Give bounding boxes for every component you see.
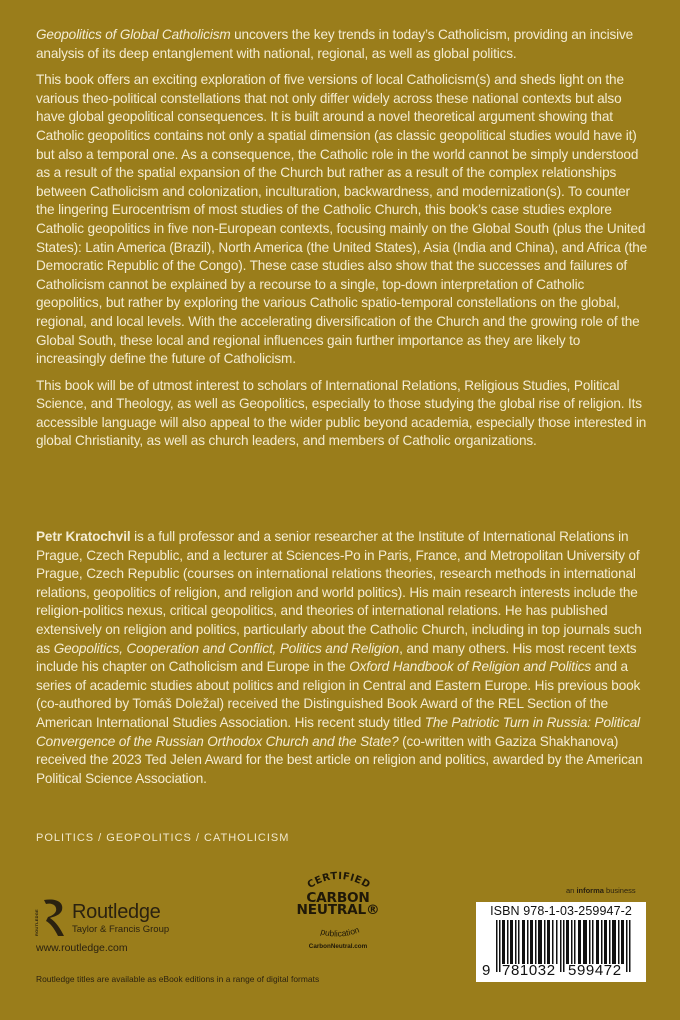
author-name: Petr Kratochvil [36,529,131,544]
study-title-italic: The Patriotic Turn in Russia: Political Convergence of the Russian Orthodox Church and the State? [36,714,641,749]
book-title-italic: Geopolitics of Global Catholicism [36,27,231,42]
routledge-vertical-text: ROUTLEDGE [34,909,39,936]
svg-text:CERTIFIED: CERTIFIED [305,870,373,892]
ebook-availability-note: Routledge titles are available as eBook editions in a range of digital formats [36,974,320,984]
author-bio-paragraph: Petr Kratochvil is a full professor and a senior researcher at the Institute of International Relations in Prague, Czech Republic, and a lecturer at Sciences-Po in Paris, France, and Metropolitan University of Prague, Czech Republic (courses on international relations theories, research methods in international relations, geopolitics of religion, and religion and world politics). His main research interests include the religion-politics nexus, critical geopolitics, and theories of international relations. He has published extensively on religion and politics, particularly about the Catholic Church, including in top journals such as Geopolitics, Cooperation and Conflict, Politics and Religion, and many others. His most recent texts include his chapter on Catholicism and Europe in the Oxford Handbook of Religion and Politics and a series of academic studies about politics and religion in Central and Eastern Europe. His previous book (co-authored by Tomáš Doležal) received the Distinguished Book Award of the REL Section of the American International Studies Association. His recent study titled The Patriotic Turn in Russia: Political Convergence of the Russian Orthodox Church and the State? (co-written with Gaziza Shakhanova) received the 2023 Ted Jelen Award for the best article on religion and politics, awarded by the American Political Science Association. [36,529,643,786]
author-bio [36,528,648,788]
isbn-barcode [476,902,646,982]
isbn-label: ISBN 978-1-03-259947-2 [490,904,632,918]
description-paragraph-3: This book will be of utmost interest to scholars of International Relations, Religious Studies, Political Science, and Theology, as well as Geopolitics, especially to those studying the global rise of religion. Its accessible language will also appeal to the wider public beyond academia, especially those interested in global Christianity, as well as church leaders, and members of Catholic organizations. [36,377,647,449]
journals-italic: Geopolitics, Cooperation and Conflict, Politics and Religion [53,640,400,656]
subject-categories: POLITICS / GEOPOLITICS / CATHOLICISM [36,832,290,844]
publisher-url: www.routledge.com [36,942,128,954]
description-paragraph-2: This book offers an exciting exploration of five versions of local Catholicism(s) and sheds light on the various theo-political constellations that not only differ widely across these national contexts but also have global geopolitical consequences. It is built around a novel theoretical argument showing that Catholic geopolitics contains not only a spatial dimension (as classic geopolitical studies would have it) but also a temporal one. As a consequence, the Catholic role in the world cannot be simply understood as a result of the spatial expansion of the Church but rather as a result of the complex relationships between Catholicism and colonization, inculturation, backwardness, and modernization(s). To counter the lingering Eurocentrism of most studies of the Catholic Church, this book’s case studies explore Catholic geopolitics in five non-European contexts, focusing mainly on the Global South (plus the United States): Latin America (Brazil), North America (the United States), Asia (India and China), and Africa (the Democratic Republic of the Congo). These case studies also show that the successes and failures of Catholicism cannot be explained by a recourse to a single, top-down interpretation of Catholic geopolitics, but rather by exploring the various Catholic spatio-temporal constellations on the global, regional, and local levels. With the accelerating diversification of the Church and the growing role of the Global South, these local and regional influences gain further importance as they are likely to increasingly define the future of Catholicism. [36,72,648,367]
barcode-lead-digit: 9 [482,962,491,979]
informa-brand: informa [576,886,604,895]
publisher-block [34,898,169,954]
informa-tagline: an informa business [566,886,636,895]
carbon-neutral-line1: CARBON [306,891,370,906]
svg-text:publication: publication [319,924,361,939]
description-paragraph-1: Geopolitics of Global Catholicism uncovers the key trends in today’s Catholicism, providing an incisive analysis of its deep entanglement with national, regional, as well as global politics. [36,27,634,61]
barcode-right-digits: 599472 [568,962,622,979]
publisher-text [72,901,169,935]
barcode-left-digits: 781032 [502,962,556,979]
book-description [36,26,648,459]
carbon-neutral-site: CarbonNeutral.com [308,943,368,950]
carbon-neutral-line2: NEUTRAL® [296,903,380,918]
publisher-group: Taylor & Francis Group [72,924,170,935]
carbon-neutral-badge [283,868,393,954]
handbook-italic: Oxford Handbook of Religion and Politics [349,659,592,675]
routledge-logo-icon [34,898,66,938]
publisher-name: Routledge [72,901,161,923]
publisher-logo-row [34,898,169,938]
